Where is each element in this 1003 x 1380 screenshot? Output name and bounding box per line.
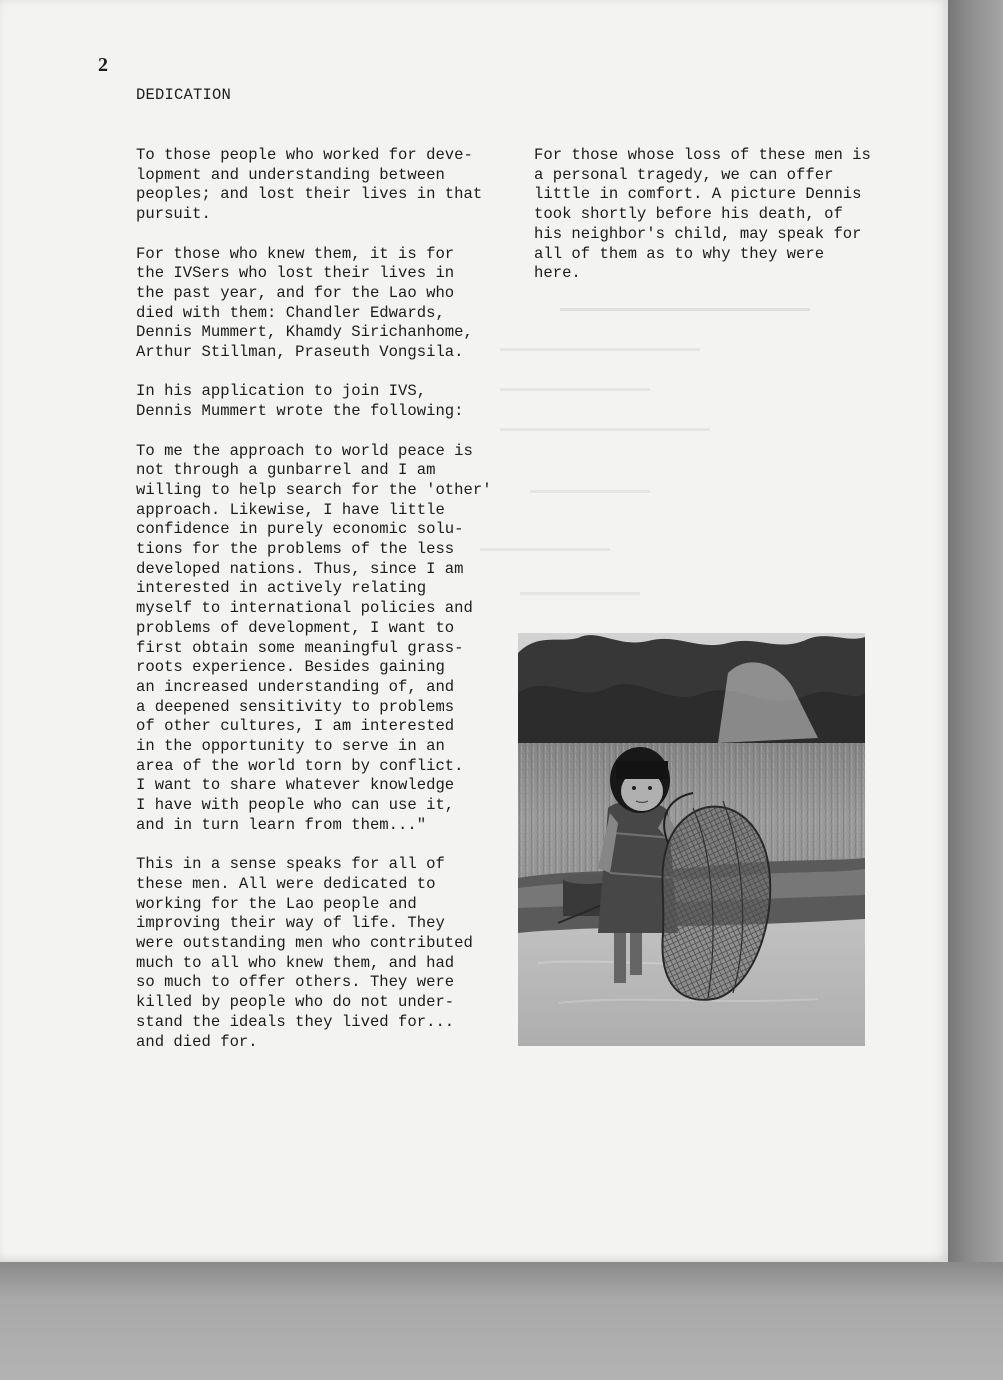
bleed-through-line xyxy=(500,420,710,436)
bleed-through-line xyxy=(500,380,650,396)
bleed-through-line xyxy=(500,340,700,356)
child-photograph xyxy=(518,633,865,1046)
left-text-column xyxy=(136,146,516,1072)
quotation-paragraph: To me the approach to world peace is not through a gunbarrel and I am willing to help search for the 'other' approach. Likewise, I have little confidence in purely economic solu- tions for the problems of the less developed nations. Thus, since I am interested in actively relating myself to international policies and problems of development, I want to first obtain some meaningful grass- roots experience. Besides gaining an increased understanding of, and a deepened sensitivity to problems of other cultures, I am interested in the opportunity to serve in an area of the world torn by conflict. I want to share whatever knowledge I have with people who can use it, and in turn learn from them..." xyxy=(136,441,492,834)
names-paragraph: For those who knew them, it is for the IVSers who lost their lives in the past year, and for the Lao who died with them: Chandler Edwards, Dennis Mummert, Khamdy Sirichanhome, Arthur Stillman, Praseuth Vongsila. xyxy=(136,244,473,362)
bleed-through-line xyxy=(520,584,640,600)
bleed-through-line xyxy=(530,482,650,498)
closing-paragraph: This in a sense speaks for all of these men. All were dedicated to working for the Lao people and improving their way of life. They were outstanding men who contributed much to all who knew them, and had so much to offer others. They were killed by people who do not under- stand the ideals they lived for... and died for. xyxy=(136,855,473,1051)
page-number: 2 xyxy=(98,54,108,76)
right-text-column xyxy=(534,146,914,304)
scan-background-bottom xyxy=(0,1262,1003,1380)
section-heading: DEDICATION xyxy=(136,86,232,104)
scan-background-right xyxy=(948,0,1003,1262)
application-intro-paragraph: In his application to join IVS, Dennis Mummert wrote the following: xyxy=(136,382,464,421)
comfort-paragraph: For those whose loss of these men is a personal tragedy, we can offer little in comfort. A picture Dennis took shortly before his death, of his neighbor's child, may speak for all of them as to why they were here. xyxy=(534,146,871,283)
dedication-paragraph: To those people who worked for deve- lopment and understanding between peoples; and lost their lives in that pursuit. xyxy=(136,146,483,224)
